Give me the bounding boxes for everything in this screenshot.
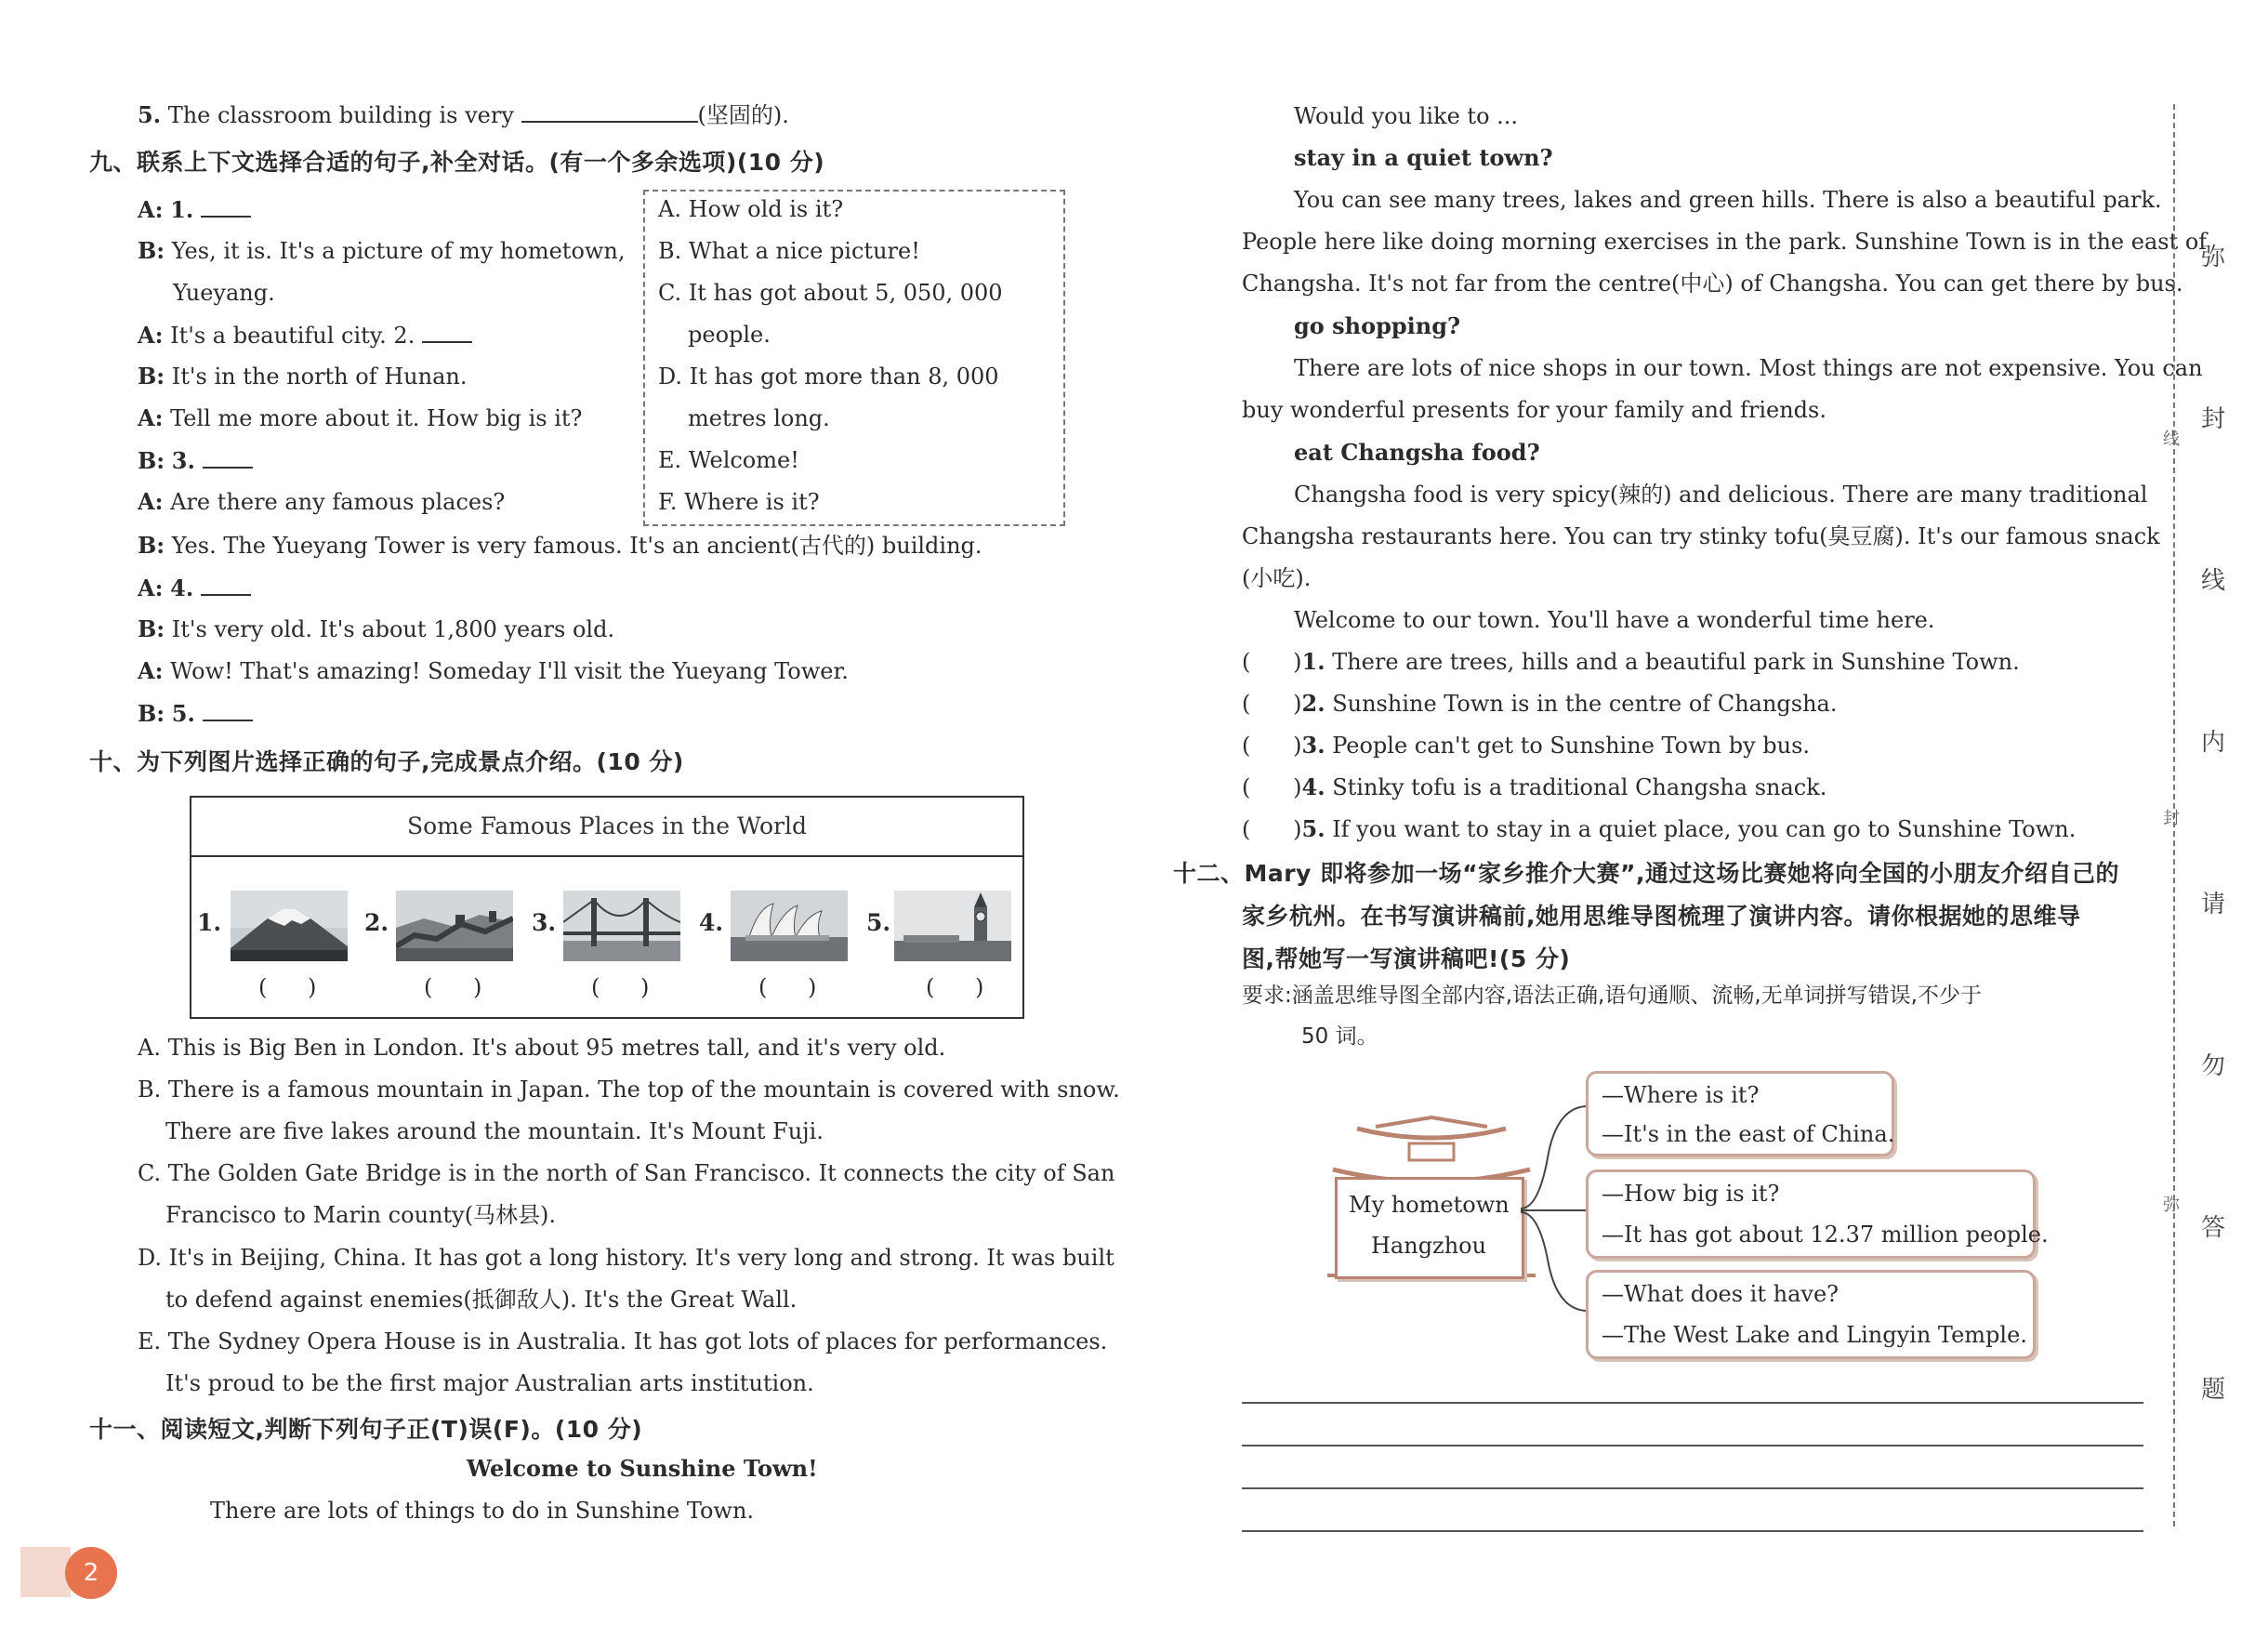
answer-paren[interactable]: ( ): [926, 974, 1001, 1000]
binding-char: 封: [2201, 405, 2226, 433]
answer-paren[interactable]: ( ): [1242, 733, 1302, 759]
dialogue-line: [138, 532, 982, 560]
dialogue-line: [173, 279, 275, 307]
dialogue-text: It's very old. It's about 1,800 years old.: [171, 616, 615, 642]
dialogue-line: [138, 488, 505, 516]
section-12-title-line: 图,帮她写一写演讲稿吧!(5 分): [1242, 945, 1571, 972]
sentence-line: D. It's in Beijing, China. It has got a long history. It's very long and strong. It was built: [138, 1245, 1114, 1271]
speaker-label: B:: [138, 700, 165, 727]
passage-line: (小吃).: [1242, 565, 1312, 591]
answer-paren[interactable]: ( ): [1242, 816, 1302, 842]
sentence-line: to defend against enemies(抵御敌人). It's the Great Wall.: [165, 1287, 798, 1313]
requirement-line: 50 词。: [1301, 1024, 1378, 1049]
judgment-item: [1242, 690, 1838, 718]
sentence-line: It's proud to be the first major Australian arts institution.: [165, 1370, 814, 1396]
answer-blank[interactable]: [201, 195, 251, 218]
mindmap-bubble: [1586, 1169, 2049, 1259]
bubble-answer: —The West Lake and Lingyin Temple.: [1602, 1322, 2027, 1348]
mindmap-connectors: [1521, 1069, 1586, 1348]
item-number: 5.: [1301, 815, 1325, 842]
dialogue-text: 1.: [170, 196, 194, 223]
passage-line: Changsha food is very spicy(辣的) and delicious. There are many traditional: [1294, 482, 2148, 508]
option-line: E. Welcome!: [658, 447, 799, 473]
center-line: Hangzhou: [1371, 1233, 1487, 1259]
sentence-line: C. The Golden Gate Bridge is in the north of San Francisco. It connects the city of San: [138, 1160, 1115, 1186]
passage-line: You can see many trees, lakes and green hills. There is also a beautiful park.: [1294, 187, 2162, 213]
sentence-line: B. There is a famous mountain in Japan. The top of the mountain is covered with snow.: [138, 1077, 1120, 1103]
speaker-label: B:: [138, 447, 165, 474]
judgment-item: [1242, 648, 2020, 676]
mindmap-center-box: [1335, 1177, 1524, 1279]
speaker-label: A:: [138, 196, 164, 223]
mountain-fuji-photo: [231, 891, 348, 961]
sentence-line: E. The Sydney Opera House is in Australia. It has got lots of places for performances.: [138, 1328, 1108, 1354]
binding-char: 弥: [2201, 244, 2226, 271]
binding-char: 线: [2201, 567, 2226, 595]
question-5-line: 5. The classroom building is very (坚固的).: [138, 101, 789, 128]
dialogue-line: [138, 404, 582, 432]
passage-subheading: eat Changsha food?: [1294, 439, 1540, 466]
center-line: My hometown: [1349, 1192, 1510, 1218]
mindmap-bubble: [1586, 1270, 2036, 1359]
great-wall-photo: [396, 891, 513, 961]
binding-char: 勿: [2201, 1052, 2226, 1080]
item-text: If you want to stay in a quiet place, you can go to Sunshine Town.: [1325, 816, 2077, 842]
dialogue-line: [138, 657, 849, 685]
answer-paren[interactable]: ( ): [1242, 691, 1302, 717]
picture-number: 4.: [699, 909, 724, 936]
item-number: 3.: [1301, 732, 1325, 759]
answer-paren[interactable]: ( ): [1242, 774, 1302, 800]
section-9-title: 九、联系上下文选择合适的句子,补全对话。(有一个多余选项)(10 分): [89, 149, 825, 176]
answer-blank[interactable]: [521, 100, 698, 123]
writing-line[interactable]: [1242, 1530, 2143, 1532]
right-page: [1134, 0, 2268, 1638]
bubble-answer: —It's in the east of China.: [1602, 1121, 1895, 1147]
item-number: 2.: [1301, 690, 1325, 717]
dialogue-text: It's in the north of Hunan.: [171, 363, 468, 390]
binding-char: 题: [2201, 1376, 2226, 1404]
passage-line: There are lots of nice shops in our town. Most things are not expensive. You can: [1294, 355, 2203, 381]
item-text: People can't get to Sunshine Town by bus.: [1325, 733, 1811, 759]
sentence-line: Francisco to Marin county(马林县).: [165, 1202, 557, 1228]
dialogue-line: [138, 574, 251, 602]
answer-paren[interactable]: ( ): [258, 974, 334, 1000]
speaker-label: B:: [138, 237, 165, 264]
dialogue-text: Yueyang.: [173, 280, 275, 306]
option-line: people.: [688, 322, 771, 348]
answer-blank[interactable]: [201, 574, 251, 596]
answer-paren[interactable]: ( ): [1242, 649, 1302, 675]
speaker-label: A:: [138, 575, 164, 601]
page-number-tab: [20, 1547, 71, 1597]
answer-blank[interactable]: [203, 699, 253, 721]
bubble-question: —How big is it?: [1602, 1181, 1780, 1207]
section-12-title-line: 十二、Mary 即将参加一场“家乡推介大赛”,通过这场比赛她将向全国的小朋友介绍自己的: [1173, 860, 2119, 887]
dialogue-line: [138, 699, 253, 728]
binding-char: 内: [2201, 729, 2226, 757]
option-line: A. How old is it?: [658, 196, 844, 222]
big-ben-photo: [894, 891, 1011, 961]
section-11-title: 十一、阅读短文,判断下列句子正(T)误(F)。(10 分): [89, 1416, 643, 1443]
answer-paren[interactable]: ( ): [591, 974, 666, 1000]
writing-line[interactable]: [1242, 1487, 2143, 1489]
picture-number: 1.: [197, 909, 222, 936]
requirement-line: 要求:涵盖思维导图全部内容,语法正确,语句通顺、流畅,无单词拼写错误,不少于: [1242, 984, 1982, 1008]
sentence-line: There are five lakes around the mountain. It's Mount Fuji.: [165, 1118, 824, 1144]
binding-char: 请: [2201, 891, 2226, 918]
bubble-question: —What does it have?: [1602, 1281, 1839, 1307]
option-line: C. It has got about 5, 050, 000: [658, 280, 1003, 306]
writing-line[interactable]: [1242, 1402, 2143, 1404]
bubble-answer: —It has got about 12.37 million people.: [1602, 1222, 2049, 1248]
answer-paren[interactable]: ( ): [424, 974, 499, 1000]
speaker-label: A:: [138, 488, 164, 515]
dialogue-text: Are there any famous places?: [170, 489, 506, 515]
dialogue-line: [138, 615, 614, 643]
speaker-label: B:: [138, 532, 165, 559]
passage-line: Welcome to our town. You'll have a wonderful time here.: [1294, 607, 1935, 633]
dialogue-text: It's a beautiful city. 2.: [170, 323, 415, 349]
item-number: 1.: [1301, 648, 1325, 675]
option-line: metres long.: [688, 405, 830, 431]
option-line: F. Where is it?: [658, 489, 820, 515]
sydney-opera-house-photo: [731, 891, 848, 961]
passage-line: buy wonderful presents for your family and friends.: [1242, 397, 1826, 423]
dialogue-text: Yes. The Yueyang Tower is very famous. It's an ancient(古代的) building.: [171, 533, 982, 559]
golden-gate-bridge-photo: [563, 891, 680, 961]
dialogue-text: 3.: [171, 447, 195, 474]
item-number: 4.: [1301, 773, 1325, 800]
picture-number: 2.: [364, 909, 389, 936]
answer-blank[interactable]: [422, 321, 472, 343]
speaker-label: B:: [138, 363, 165, 390]
speaker-label: A:: [138, 322, 164, 349]
item-text: There are trees, hills and a beautiful park in Sunshine Town.: [1325, 649, 2020, 675]
item-text: Stinky tofu is a traditional Changsha snack.: [1325, 774, 1827, 800]
writing-line[interactable]: [1242, 1445, 2143, 1446]
section-10-title: 十、为下列图片选择正确的句子,完成景点介绍。(10 分): [89, 748, 684, 775]
judgment-item: [1242, 773, 1826, 801]
speaker-label: A:: [138, 657, 164, 684]
speaker-label: B:: [138, 615, 165, 642]
bubble-question: —Where is it?: [1602, 1082, 1760, 1108]
binding-small-char: 线: [2163, 429, 2180, 449]
dialogue-text: Yes, it is. It's a picture of my hometown,: [171, 238, 626, 264]
binding-small-char: 弥: [2163, 1195, 2180, 1215]
option-line: B. What a nice picture!: [658, 238, 920, 264]
dialogue-text: 4.: [170, 575, 194, 601]
famous-places-table: [190, 796, 1024, 1019]
table-title: Some Famous Places in the World: [191, 798, 1022, 857]
passage-subheading: stay in a quiet town?: [1294, 144, 1553, 171]
picture-number: 3.: [532, 909, 557, 936]
section-9-options-box: [643, 190, 1065, 526]
dialogue-text: Tell me more about it. How big is it?: [170, 405, 583, 431]
judgment-item: [1242, 732, 1810, 760]
answer-paren[interactable]: ( ): [758, 974, 834, 1000]
page-number: 2: [65, 1547, 117, 1599]
dialogue-line: [138, 237, 626, 265]
picture-number: 5.: [866, 909, 891, 936]
speaker-label: A:: [138, 404, 164, 431]
passage-title: Welcome to Sunshine Town!: [467, 1455, 818, 1482]
passage-subheading: go shopping?: [1294, 312, 1461, 339]
dialogue-text: 5.: [171, 700, 195, 727]
item-text: Sunshine Town is in the centre of Changsha.: [1325, 691, 1838, 717]
dialogue-line: [138, 446, 253, 475]
option-line: D. It has got more than 8, 000: [658, 363, 999, 390]
dialogue-text: Wow! That's amazing! Someday I'll visit the Yueyang Tower.: [170, 658, 849, 684]
answer-blank[interactable]: [203, 446, 253, 469]
dialogue-line: [138, 195, 251, 224]
judgment-item: [1242, 815, 2076, 843]
binding-small-char: 封: [2163, 809, 2180, 828]
sentence-line: A. This is Big Ben in London. It's about 95 metres tall, and it's very old.: [138, 1035, 946, 1061]
dialogue-line: [138, 321, 472, 350]
dialogue-line: [138, 363, 467, 390]
section-12-title-line: 家乡杭州。在书写演讲稿前,她用思维导图梳理了演讲内容。请你根据她的思维导: [1242, 903, 2081, 930]
passage-line: Would you like to ...: [1294, 103, 1519, 129]
passage-line: People here like doing morning exercises in the park. Sunshine Town is in the east of: [1242, 229, 2208, 255]
binding-char: 答: [2201, 1214, 2226, 1242]
passage-line: Changsha restaurants here. You can try stinky tofu(臭豆腐). It's our famous snack: [1242, 523, 2160, 549]
passage-intro: There are lots of things to do in Sunshine Town.: [210, 1498, 755, 1524]
passage-line: Changsha. It's not far from the centre(中心) of Changsha. You can get there by bus.: [1242, 271, 2183, 297]
mindmap-bubble: [1586, 1071, 1894, 1156]
